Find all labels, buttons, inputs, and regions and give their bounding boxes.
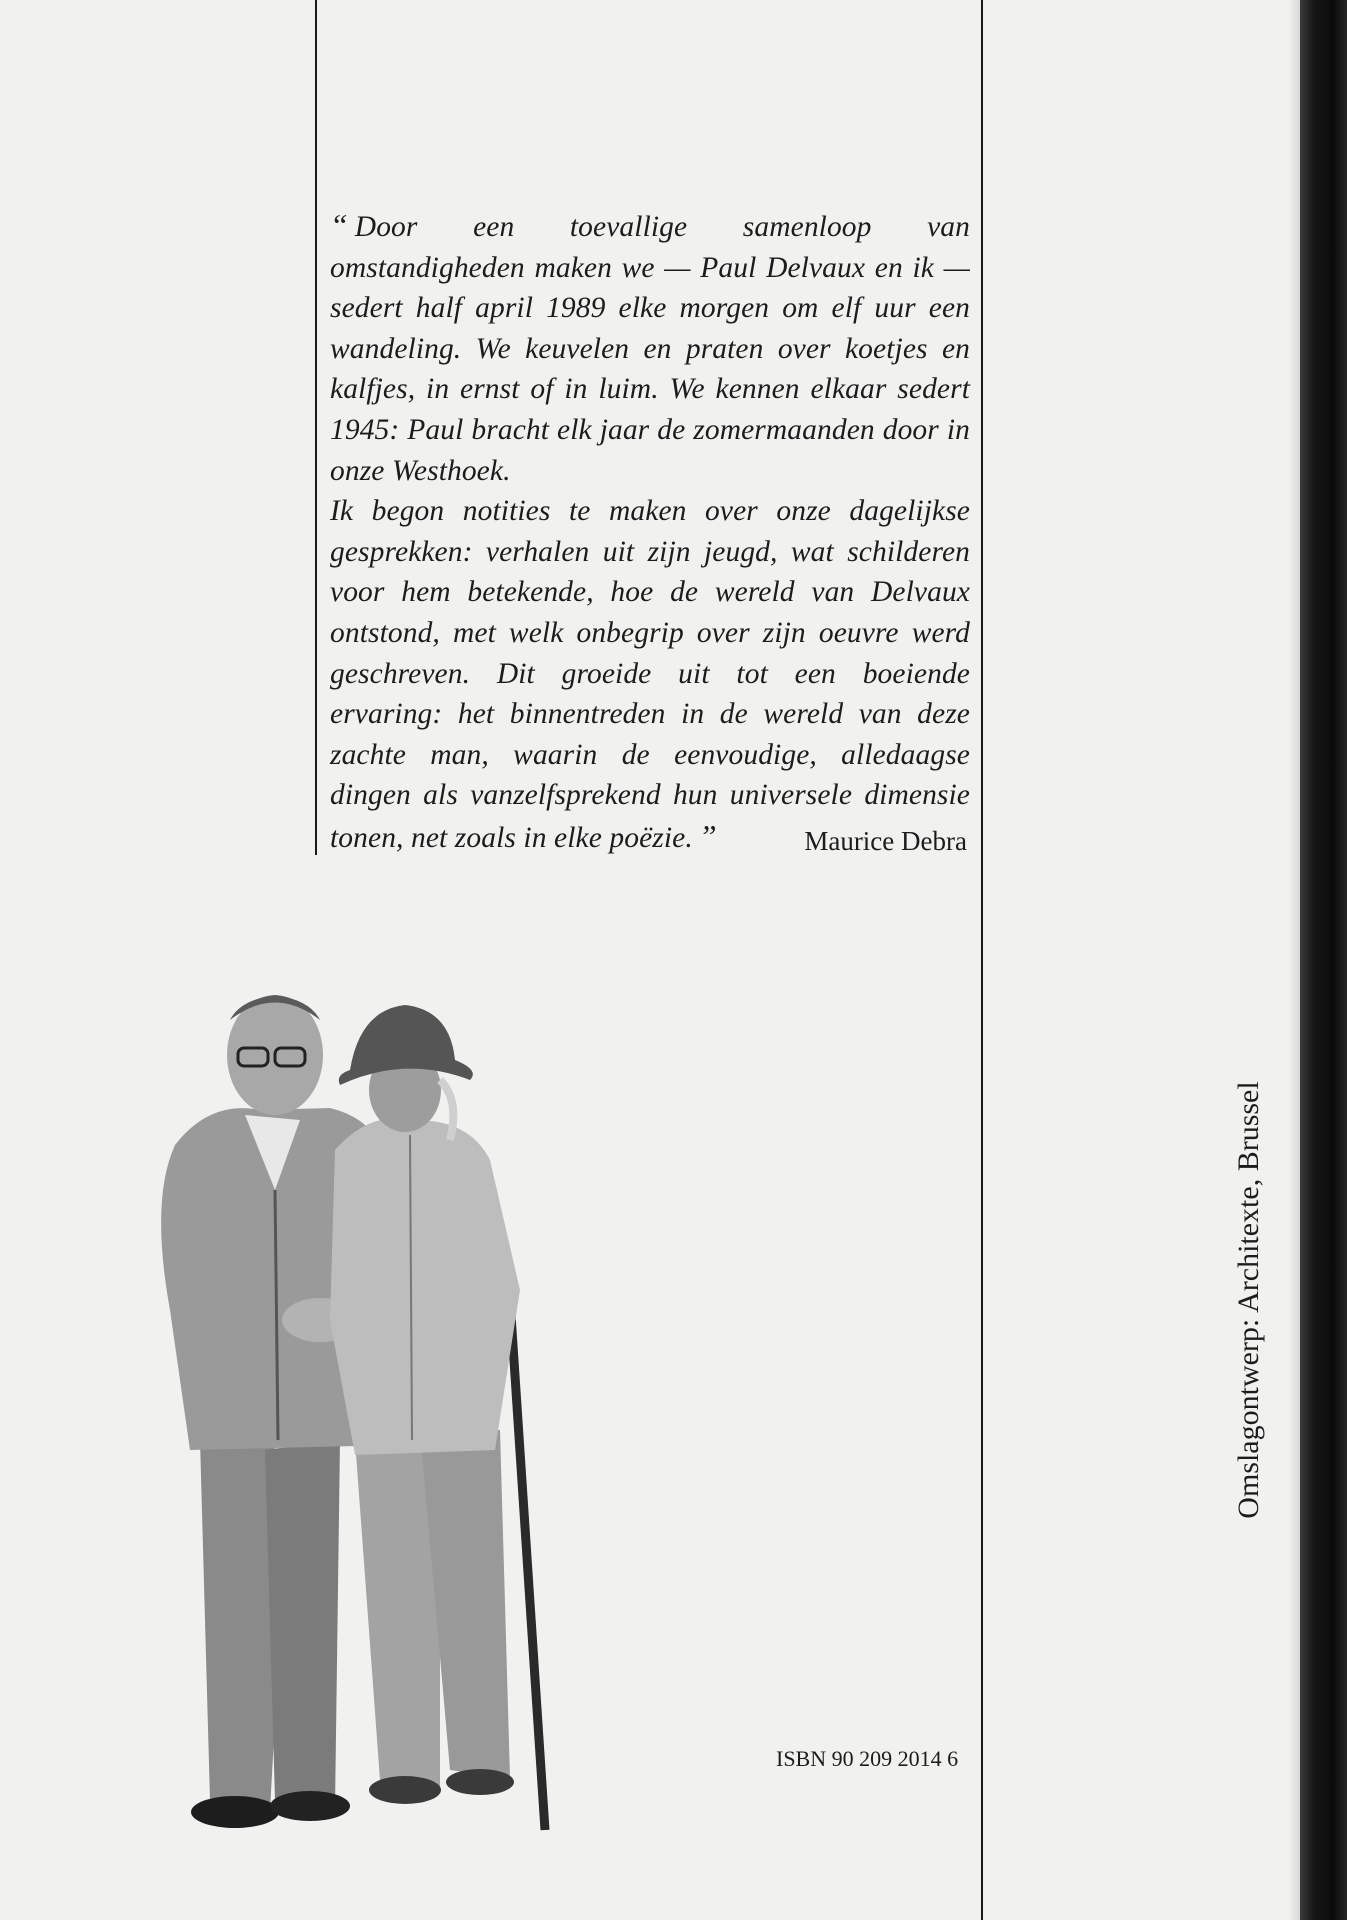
right-rule (981, 0, 983, 1920)
quote-author: Maurice Debra (804, 826, 967, 856)
close-quote-mark: ” (698, 817, 714, 854)
quote-paragraph-2 (330, 491, 970, 858)
quote-text-2: Ik begon notities te maken over onze dagelijkse gesprekken: verhalen uit zijn jeugd, wat schilderen voor hem betekende, hoe de wereld van Delvaux ontstond, met welk onbegrip over zijn oeuvre werd geschreven. Dit groeide uit tot een boeiende ervaring: het binnentreden in de wereld van deze zachte man, waarin de eenvoudige, alledaagse dingen als vanzelfsprekend hun universele dimensie tonen, net zoals in elke poëzie. (330, 495, 970, 854)
spine-shadow (1288, 0, 1300, 1920)
cover-design-credit: Omslagontwerp: Architexte, Brussel (1232, 1081, 1265, 1519)
quote-text-1: Door een toevallige samenloop van omstandigheden maken we — Paul Delvaux en ik — sedert half april 1989 elke morgen om elf uur een wandeling. We keuvelen en praten over koetjes en kalfjes, in ernst of in luim. We kennen elkaar sedert 1945: Paul bracht elk jaar de zomermaanden door in onze Westhoek. (330, 211, 970, 487)
figure-right-man (330, 1005, 545, 1830)
photo-two-men-walking (150, 960, 710, 1860)
isbn-number: ISBN 90 209 2014 6 (776, 1746, 959, 1771)
book-spine (1300, 0, 1347, 1920)
left-rule (315, 0, 317, 855)
back-cover-quote (330, 205, 970, 859)
quote-paragraph-1 (330, 205, 970, 491)
open-quote-mark: “ (330, 207, 345, 243)
